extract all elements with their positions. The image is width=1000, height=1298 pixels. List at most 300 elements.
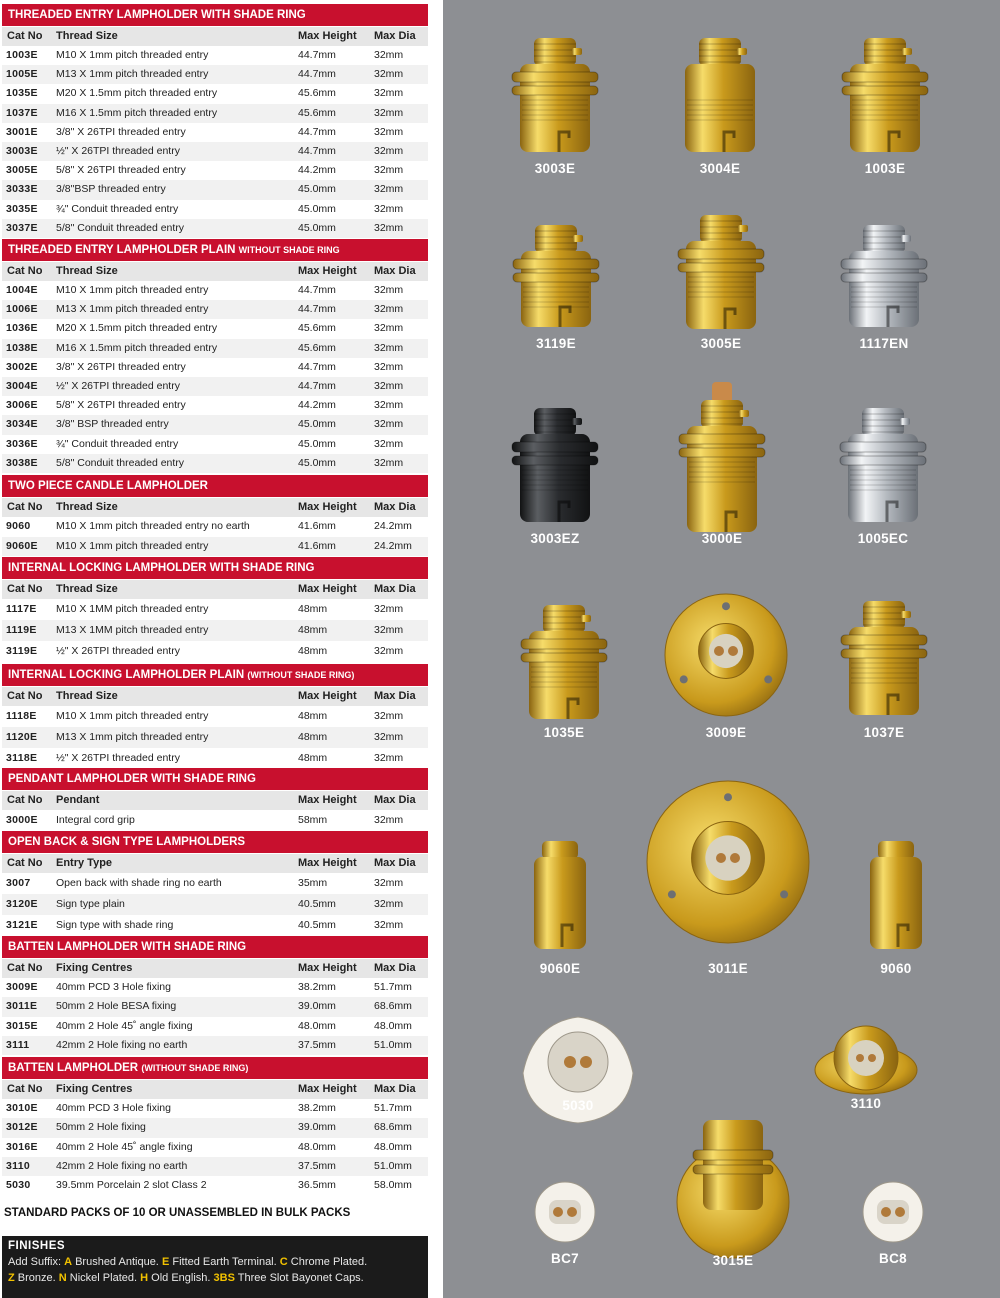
table-row <box>2 84 428 103</box>
table-cell: M10 X 1mm pitch threaded entry no earth <box>56 520 250 532</box>
table-cell: 32mm <box>374 456 404 469</box>
table-cell: 3110 <box>6 1159 30 1172</box>
table-row <box>2 620 428 641</box>
column-header: Fixing Centres <box>56 1083 133 1095</box>
table-cell: 5/8" X 26TPI threaded entry <box>56 399 186 412</box>
table-cell: 35mm <box>298 877 328 889</box>
table-row <box>2 1176 428 1195</box>
section-subtitle: (WITHOUT SHADE RING) <box>247 670 355 680</box>
table-cell: M13 X 1mm pitch threaded entry <box>56 68 209 81</box>
table-cell: 32mm <box>374 877 404 889</box>
finishes-title: FINISHES <box>8 1240 66 1252</box>
table-cell: 1117E <box>6 603 37 615</box>
table-cell: 32mm <box>374 341 404 354</box>
finish-key: Z <box>8 1272 15 1284</box>
table-cell: 3038E <box>6 456 38 469</box>
column-header: Max Dia <box>374 690 416 702</box>
lampholder-image <box>513 1003 643 1133</box>
table-cell: 1037E <box>6 106 38 119</box>
lampholder-image <box>830 30 940 160</box>
lampholder-image <box>500 400 610 530</box>
section-title <box>2 664 428 686</box>
table-cell: 45.0mm <box>298 418 336 431</box>
table-cell: 40mm PCD 3 Hole fixing <box>56 981 171 993</box>
table-cell: 32mm <box>374 303 404 316</box>
table-cell: 32mm <box>374 49 404 61</box>
table-header <box>2 854 428 873</box>
column-header: Max Dia <box>374 962 416 974</box>
column-header: Max Dia <box>374 794 416 806</box>
table-header <box>2 959 428 978</box>
product-label: 3003E <box>534 161 576 176</box>
finishes-intro: Add Suffix: <box>8 1256 61 1268</box>
lampholder-image <box>829 593 939 723</box>
table-cell: 32mm <box>374 624 404 636</box>
column-header: Max Height <box>298 690 357 702</box>
table-row <box>2 537 428 557</box>
table-cell: 41.6mm <box>298 539 336 552</box>
table-cell: 32mm <box>374 418 404 431</box>
table-cell: Sign type plain <box>56 898 125 910</box>
finish-label: Old English. <box>151 1272 211 1284</box>
table-cell: ½" X 26TPI threaded entry <box>56 752 180 764</box>
lampholder-image <box>501 205 611 335</box>
product-label: 3003EZ <box>530 531 580 546</box>
table-row <box>2 1138 428 1157</box>
table-cell: 32mm <box>374 399 404 412</box>
finish-key: H <box>140 1272 149 1284</box>
table-cell: 3003E <box>6 145 38 157</box>
section-title-text: BATTEN LAMPHOLDER WITH SHADE RING <box>8 941 247 953</box>
table-row <box>2 142 428 161</box>
table-row <box>2 1099 428 1118</box>
table-cell: 9060E <box>6 539 38 552</box>
table-row <box>2 161 428 180</box>
table-cell: 1038E <box>6 341 38 354</box>
table-cell: 48.0mm <box>298 1140 336 1153</box>
lampholder-image <box>666 207 776 337</box>
table-row <box>2 319 428 338</box>
table-cell: M10 X 1mm pitch threaded entry <box>56 49 209 61</box>
table-cell: 68.6mm <box>374 1000 412 1013</box>
table-row <box>2 200 428 219</box>
table-cell: 50mm 2 Hole BESA fixing <box>56 1000 177 1013</box>
column-header: Max Dia <box>374 30 416 42</box>
table-cell: 42mm 2 Hole fixing no earth <box>56 1159 188 1172</box>
table-cell: 24.2mm <box>374 520 412 532</box>
product-label: 3011E <box>708 961 748 976</box>
product-label: BC8 <box>879 1251 907 1266</box>
table-row <box>2 180 428 199</box>
table-cell: 48mm <box>298 731 328 743</box>
table-row <box>2 599 428 620</box>
table-cell: 44.2mm <box>298 399 336 412</box>
table-cell: 38.2mm <box>298 1102 336 1114</box>
section-title-text: PENDANT LAMPHOLDER WITH SHADE RING <box>8 773 256 785</box>
table-cell: Sign type with shade ring <box>56 919 174 931</box>
finishes-line-1 <box>8 1256 422 1268</box>
finish-label: Chrome Plated. <box>290 1256 368 1268</box>
finishes-line-2 <box>8 1272 422 1284</box>
table-cell: 32mm <box>374 125 404 138</box>
table-cell: 32mm <box>374 814 404 826</box>
table-cell: 3006E <box>6 399 38 412</box>
column-header: Fixing Centres <box>56 962 133 974</box>
table-cell: 1036E <box>6 322 38 335</box>
table-row <box>2 65 428 84</box>
table-row <box>2 915 428 936</box>
column-header: Thread Size <box>56 690 118 702</box>
section-title-text: THREADED ENTRY LAMPHOLDER WITH SHADE RING <box>8 9 306 21</box>
table-cell: 39.5mm Porcelain 2 slot Class 2 <box>56 1179 207 1192</box>
column-header: Max Dia <box>374 1083 416 1095</box>
table-cell: M10 X 1mm pitch threaded entry <box>56 710 209 722</box>
table-cell: 32mm <box>374 221 404 234</box>
lampholder-image <box>530 1177 600 1247</box>
table-cell: ½" X 26TPI threaded entry <box>56 145 180 157</box>
table-cell: 44.7mm <box>298 284 336 296</box>
column-header: Max Height <box>298 501 357 513</box>
product-label: 9060 <box>880 961 912 976</box>
section-title-text: OPEN BACK & SIGN TYPE LAMPHOLDERS <box>8 836 246 848</box>
column-header: Cat No <box>7 583 43 595</box>
section-title-text: BATTEN LAMPHOLDER <box>8 1062 139 1074</box>
table-cell: 40mm PCD 3 Hole fixing <box>56 1102 171 1114</box>
table-cell: ½" X 26TPI threaded entry <box>56 645 180 657</box>
product-label: BC7 <box>551 1251 579 1266</box>
table-cell: 41.6mm <box>298 520 336 532</box>
table-row <box>2 641 428 662</box>
section-title <box>2 557 428 579</box>
table-cell: 32mm <box>374 68 404 81</box>
table-cell: 32mm <box>374 284 404 296</box>
table-cell: 3012E <box>6 1121 38 1134</box>
table-cell: 44.7mm <box>298 68 336 81</box>
column-header: Max Dia <box>374 265 416 277</box>
table-cell: 58mm <box>298 814 328 826</box>
lampholder-image <box>661 590 791 720</box>
table-row <box>2 748 428 769</box>
table-row <box>2 435 428 454</box>
table-cell: M13 X 1mm pitch threaded entry <box>56 731 209 743</box>
column-header: Cat No <box>7 857 43 869</box>
table-cell: 3001E <box>6 125 38 138</box>
table-cell: 51.0mm <box>374 1038 412 1051</box>
table-cell: 3/8"BSP threaded entry <box>56 183 166 196</box>
column-header: Max Height <box>298 1083 357 1095</box>
table-cell: 3016E <box>6 1140 38 1153</box>
table-row <box>2 1118 428 1137</box>
column-header: Thread Size <box>56 265 118 277</box>
finish-label: Fitted Earth Terminal. <box>172 1256 277 1268</box>
finish-key: N <box>58 1272 67 1284</box>
product-label: 3110 <box>850 1096 882 1111</box>
section-title <box>2 768 428 790</box>
lampholder-image <box>643 777 813 947</box>
table-row <box>2 873 428 894</box>
table-header <box>2 580 428 599</box>
table-cell: 48mm <box>298 752 328 764</box>
column-header: Cat No <box>7 501 43 513</box>
product-photo-panel <box>443 0 1000 1298</box>
table-cell: 3034E <box>6 418 38 431</box>
section-title <box>2 831 428 853</box>
column-header: Max Height <box>298 265 357 277</box>
product-label: 5030 <box>562 1098 594 1113</box>
table-cell: 32mm <box>374 164 404 177</box>
table-cell: 32mm <box>374 145 404 157</box>
column-header: Thread Size <box>56 583 118 595</box>
product-label: 3119E <box>536 336 576 351</box>
table-cell: M20 X 1.5mm pitch threaded entry <box>56 322 218 335</box>
table-cell: 40.5mm <box>298 919 336 931</box>
table-row <box>2 517 428 537</box>
table-cell: 3002E <box>6 360 38 373</box>
table-cell: 5/8" Conduit threaded entry <box>56 456 185 469</box>
lampholder-image <box>828 400 938 530</box>
table-cell: 3121E <box>6 919 38 931</box>
table-cell: 45.0mm <box>298 437 336 450</box>
table-cell: 44.7mm <box>298 303 336 316</box>
table-cell: 32mm <box>374 380 404 392</box>
table-cell: M20 X 1.5mm pitch threaded entry <box>56 87 218 100</box>
table-cell: 3033E <box>6 183 38 196</box>
table-cell: 32mm <box>374 322 404 335</box>
section-title <box>2 1057 428 1079</box>
table-row <box>2 978 428 997</box>
section-title-text: TWO PIECE CANDLE LAMPHOLDER <box>8 480 208 492</box>
table-cell: 3010E <box>6 1102 38 1114</box>
table-row <box>2 1157 428 1176</box>
table-cell: 3004E <box>6 380 38 392</box>
table-row <box>2 454 428 473</box>
product-label: 1037E <box>863 725 905 740</box>
finish-label: Nickel Plated. <box>69 1272 138 1284</box>
product-label: 3009E <box>705 725 747 740</box>
table-cell: 45.6mm <box>298 341 336 354</box>
table-cell: 1118E <box>6 710 37 722</box>
table-cell: 32mm <box>374 603 404 615</box>
product-label: 9060E <box>539 961 581 976</box>
table-cell: 32mm <box>374 731 404 743</box>
table-cell: 48.0mm <box>374 1019 412 1032</box>
lampholder-image <box>500 30 610 160</box>
section-title-text: THREADED ENTRY LAMPHOLDER PLAIN <box>8 244 236 256</box>
table-cell: 44.7mm <box>298 125 336 138</box>
table-row <box>2 415 428 434</box>
table-cell: 37.5mm <box>298 1038 336 1051</box>
table-cell: 3011E <box>6 1000 38 1013</box>
table-cell: 38.2mm <box>298 981 336 993</box>
lampholder-image <box>858 1177 928 1247</box>
table-cell: 48mm <box>298 645 328 657</box>
table-cell: 45.0mm <box>298 221 336 234</box>
column-header: Entry Type <box>56 857 113 869</box>
table-row <box>2 46 428 65</box>
lampholder-image <box>829 205 939 335</box>
product-label: 3005E <box>700 336 742 351</box>
table-cell: 3035E <box>6 202 38 215</box>
product-label: 1003E <box>864 161 906 176</box>
table-cell: 48.0mm <box>298 1019 336 1032</box>
table-cell: 1003E <box>6 49 38 61</box>
table-cell: 24.2mm <box>374 539 412 552</box>
table-cell: 39.0mm <box>298 1121 336 1134</box>
table-cell: 45.0mm <box>298 202 336 215</box>
table-header <box>2 791 428 810</box>
table-row <box>2 358 428 377</box>
table-cell: 48mm <box>298 710 328 722</box>
table-cell: 40mm 2 Hole 45˚ angle fixing <box>56 1140 193 1153</box>
section-title-text: INTERNAL LOCKING LAMPHOLDER WITH SHADE RING <box>8 562 315 574</box>
table-cell: 40mm 2 Hole 45˚ angle fixing <box>56 1019 193 1032</box>
column-header: Cat No <box>7 962 43 974</box>
table-row <box>2 1036 428 1055</box>
table-cell: 32mm <box>374 710 404 722</box>
table-cell: 45.0mm <box>298 456 336 469</box>
finishes-box <box>2 1236 428 1298</box>
finish-key: E <box>161 1256 170 1268</box>
column-header: Max Height <box>298 30 357 42</box>
table-cell: 39.0mm <box>298 1000 336 1013</box>
table-row <box>2 894 428 915</box>
table-cell: 45.6mm <box>298 87 336 100</box>
finish-label: Three Slot Bayonet Caps. <box>237 1272 364 1284</box>
table-cell: 32mm <box>374 360 404 373</box>
table-header <box>2 687 428 706</box>
table-cell: 51.0mm <box>374 1159 412 1172</box>
table-cell: 3/8" X 26TPI threaded entry <box>56 360 186 373</box>
table-row <box>2 219 428 238</box>
table-cell: 3000E <box>6 814 38 826</box>
table-cell: 48mm <box>298 603 328 615</box>
table-cell: ¾" Conduit threaded entry <box>56 437 179 450</box>
table-cell: 5/8" X 26TPI threaded entry <box>56 164 186 177</box>
table-row <box>2 810 428 830</box>
table-cell: 3120E <box>6 898 38 910</box>
table-row <box>2 377 428 396</box>
table-header <box>2 1080 428 1099</box>
section-title <box>2 4 428 26</box>
table-cell: M16 X 1.5mm pitch threaded entry <box>56 341 218 354</box>
table-cell: 50mm 2 Hole fixing <box>56 1121 146 1134</box>
column-header: Max Dia <box>374 501 416 513</box>
table-cell: 3037E <box>6 221 38 234</box>
table-cell: 37.5mm <box>298 1159 336 1172</box>
finish-key: 3BS <box>213 1272 235 1284</box>
table-cell: 3005E <box>6 164 38 177</box>
table-cell: 3015E <box>6 1019 38 1032</box>
table-cell: 5/8" Conduit threaded entry <box>56 221 185 234</box>
table-cell: M10 X 1MM pitch threaded entry <box>56 603 209 615</box>
table-cell: 40.5mm <box>298 898 336 910</box>
table-cell: 3009E <box>6 981 38 993</box>
table-cell: 48mm <box>298 624 328 636</box>
table-cell: 1035E <box>6 87 38 100</box>
table-cell: 32mm <box>374 87 404 100</box>
table-cell: 36.5mm <box>298 1179 336 1192</box>
column-header: Max Height <box>298 962 357 974</box>
product-label: 1117EN <box>859 336 909 351</box>
column-header: Max Height <box>298 794 357 806</box>
finish-label: Bronze. <box>17 1272 56 1284</box>
table-row <box>2 727 428 748</box>
table-row <box>2 706 428 727</box>
table-cell: 42mm 2 Hole fixing no earth <box>56 1038 188 1051</box>
table-cell: M10 X 1mm pitch threaded entry <box>56 539 209 552</box>
table-cell: M13 X 1MM pitch threaded entry <box>56 624 209 636</box>
table-cell: 32mm <box>374 752 404 764</box>
table-cell: ¾" Conduit threaded entry <box>56 202 179 215</box>
standard-packs-note: STANDARD PACKS OF 10 OR UNASSEMBLED IN BULK PACKS <box>4 1207 351 1219</box>
table-cell: M10 X 1mm pitch threaded entry <box>56 284 209 296</box>
table-cell: 44.7mm <box>298 145 336 157</box>
table-cell: Integral cord grip <box>56 814 135 826</box>
table-row <box>2 104 428 123</box>
table-cell: 48.0mm <box>374 1140 412 1153</box>
lampholder-image <box>811 1010 921 1110</box>
finish-key: A <box>64 1256 73 1268</box>
column-header: Max Dia <box>374 857 416 869</box>
table-cell: 44.7mm <box>298 360 336 373</box>
table-cell: 1006E <box>6 303 38 316</box>
table-cell: 3007 <box>6 877 31 889</box>
finish-label: Brushed Antique. <box>75 1256 159 1268</box>
table-cell: 45.6mm <box>298 106 336 119</box>
table-header <box>2 498 428 517</box>
table-cell: 3/8" BSP threaded entry <box>56 418 169 431</box>
table-row <box>2 997 428 1016</box>
section-title <box>2 936 428 958</box>
lampholder-image <box>665 30 775 160</box>
column-header: Cat No <box>7 690 43 702</box>
table-cell: 44.7mm <box>298 380 336 392</box>
table-cell: 5030 <box>6 1179 31 1192</box>
lampholder-image <box>520 835 600 955</box>
column-header: Thread Size <box>56 501 118 513</box>
table-cell: Open back with shade ring no earth <box>56 877 222 889</box>
table-cell: 32mm <box>374 645 404 657</box>
section-subtitle: WITHOUT SHADE RING <box>238 245 340 255</box>
table-cell: 3118E <box>6 752 38 764</box>
table-cell: 3119E <box>6 645 38 657</box>
table-cell: 32mm <box>374 183 404 196</box>
table-cell: M16 X 1.5mm pitch threaded entry <box>56 106 218 119</box>
column-header: Max Height <box>298 857 357 869</box>
column-header: Cat No <box>7 265 43 277</box>
section-title <box>2 475 428 497</box>
lampholder-image <box>856 835 936 955</box>
table-cell: 45.6mm <box>298 322 336 335</box>
table-row <box>2 339 428 358</box>
table-cell: 32mm <box>374 437 404 450</box>
table-cell: M13 X 1mm pitch threaded entry <box>56 303 209 316</box>
table-cell: 58.0mm <box>374 1179 412 1192</box>
column-header: Cat No <box>7 794 43 806</box>
table-cell: 45.0mm <box>298 183 336 196</box>
lampholder-image <box>668 1110 798 1260</box>
finish-key: C <box>279 1256 288 1268</box>
table-cell: 3/8" X 26TPI threaded entry <box>56 125 186 138</box>
section-title <box>2 239 428 261</box>
column-header: Max Dia <box>374 583 416 595</box>
column-header: Cat No <box>7 1083 43 1095</box>
table-cell: 44.7mm <box>298 49 336 61</box>
table-header <box>2 262 428 281</box>
table-cell: 3036E <box>6 437 38 450</box>
column-header: Max Height <box>298 583 357 595</box>
table-cell: 3111 <box>6 1038 30 1051</box>
